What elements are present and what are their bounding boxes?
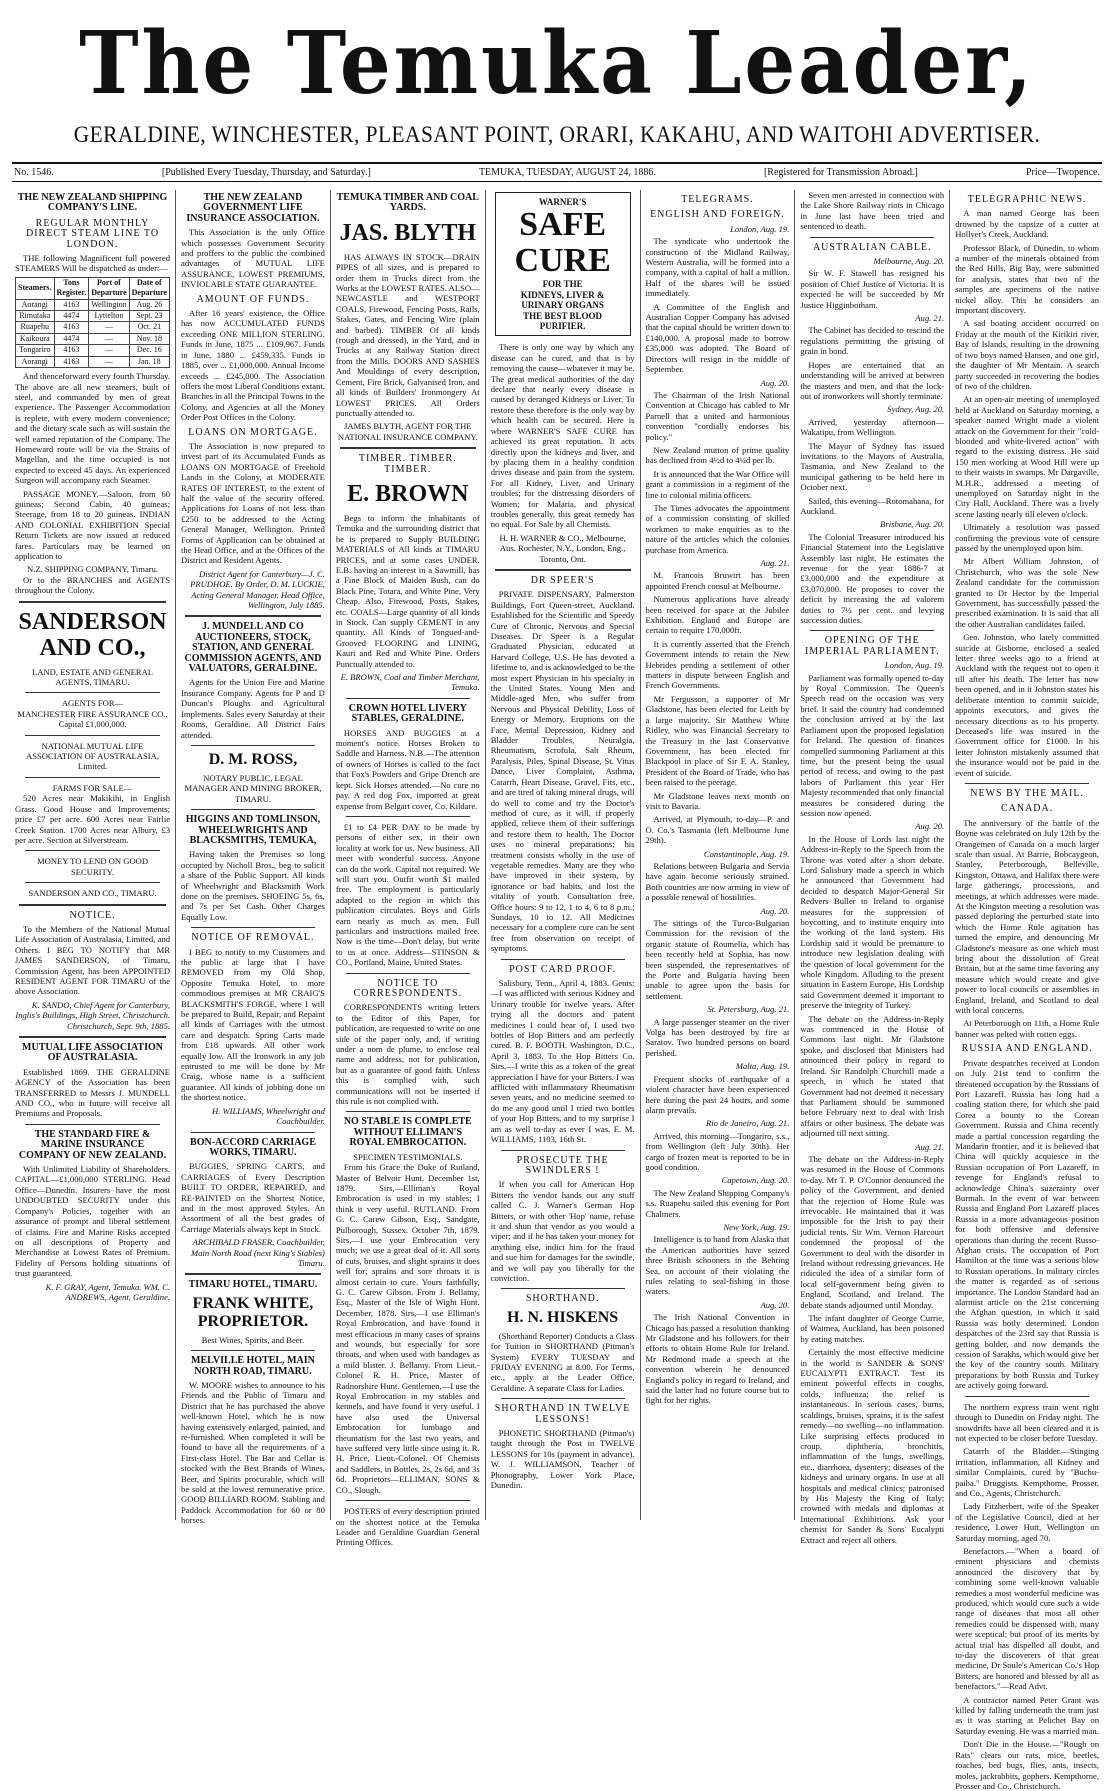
column-7	[950, 190, 1104, 1791]
brown-header: TIMBER. TIMBER. TIMBER.	[358, 453, 457, 475]
issue-number: No. 1546.	[14, 167, 54, 178]
divider	[191, 1132, 315, 1133]
divider	[25, 777, 160, 778]
divider	[25, 735, 160, 736]
table-cell: —	[89, 345, 129, 356]
news-paragraph: Certainly the most effective medicine in the world is SANDER & SONS' EUCALYPTI EXTRACT. Test its eminent powerful effects in coughs, colds, influenza; the relief is instantaneous. In serious cases, burns, scaldings, bruises, sprains, it is the safest remedy—no swelling—no inflammation. Like surprising effects produced in croup, diphtheria, bronchitis, inflammation of the lungs, swellings, etc., diarrhoea, dysentery; diseases of the kidneys and urinary organs. In use at all hospitals and medical clinics; patronised by His Majesty the King of Italy; crowned with medals and diplomas at International Exhibitions. Ask your chemist for Sander & Sons' Eucalypti Extract and reject all others.	[800, 1347, 945, 1545]
table-cell: Sept. 23	[129, 311, 169, 322]
divider	[501, 1150, 625, 1151]
national-agency: NATIONAL MUTUAL LIFE ASSOCIATION OF AUSTRALASIA, Limited.	[26, 740, 160, 772]
notice-signature: K. SANDO, Chief Agent for Canterbury, Inglis's Buildings, High Street, Christchurch. Christchurch, Sept. 9th, 1885.	[15, 999, 171, 1031]
news-paragraph: It is currently asserted that the French Government intends to retain the New Hebrides pending a settlement of other matters in dispute between English and French Governments.	[645, 638, 790, 691]
news-paragraph: Mr Gladstone leaves next month on visit to Bavaria.	[645, 790, 790, 811]
price: Price—Twopence.	[1025, 167, 1100, 178]
news-paragraph: Benefactors.—"When a board of eminent physicians and chemists announced the discovery that by combining some well-known valuable remedies a most wonderful medicine was produced, which would cure such a wide range of diseases that most all other remedies could be dispensed with, many were sceptical; but proof of its merits by actual trial has dispelled all doubt, and to-day the discoverers of that great medicine, Dr Soule's American Co.'s Hop Bitters, are honored and blessed by all as benefactors."—Read Advt.	[955, 1545, 1100, 1692]
dateline-st-petersburg: St. Petersburg, Aug. 21.	[707, 1004, 790, 1015]
elliman-title: NO STABLE IS COMPLETE WITHOUT ELLIMAN'S ROYAL EMBROCATION.	[343, 1116, 472, 1149]
table-row	[16, 322, 170, 333]
table-row	[16, 345, 170, 356]
blyth-title: JAS. BLYTH	[339, 219, 477, 246]
agents-for: AGENTS FOR—	[61, 698, 124, 709]
loans-title: LOANS ON MORTGAGE.	[188, 426, 318, 438]
higgins-title: HIGGINS AND TOMLINSON, WHEELWRIGHTS AND BLACKSMITHS, TEMUKA,	[185, 814, 321, 846]
safe-cure-brand: WARNER'S	[538, 197, 587, 207]
dateline-aug20-parl: Aug. 20.	[915, 821, 945, 832]
news-paragraph: It is announced that the War Office will grant a commission in a regiment of the line to colonial militia officers.	[645, 468, 790, 500]
column-3	[331, 190, 486, 1548]
publishing-days: [Published Every Tuesday, Thursday, and Saturday.]	[161, 167, 371, 178]
safe-cure-body: There is only one way by which any disease can be cured, and that is by removing the cause—whatever it may be. The great medical authorities of the day declare that nearly every disease is caused by deranged Kidneys or Liver. To restore these therefore is the only way by which health can be secured. Here is where WARNER'S SAFE CURE has achieved its great reputation. It acts directly upon the kidneys and liver, and by placing them in a healthy condition drives disease and pain from the system. For all Kidney, Liver, and Urinary troubles; for the distressing disorders of Women; for Malaria, and physical troubles generally, this great remedy has no equal. For Sale by all Chemists.	[490, 342, 635, 530]
divider	[191, 809, 315, 810]
table-row	[16, 299, 170, 310]
sanderson-signature: SANDERSON AND CO., TIMARU.	[28, 888, 157, 899]
canada-title: CANADA.	[1000, 803, 1054, 815]
shipping-line: REGULAR MONTHLY DIRECT STEAM LINE TO LONDON.	[25, 217, 160, 250]
column-6	[795, 190, 950, 1545]
govt-insurance-body: This Association is the only Office which possesses Government Security and proffers to the public the combined advantages of MUTUAL LIFE ASSURANCE, LOWEST PREMIUMS, INVIOLABLE STATE GUARANTEE.	[181, 227, 325, 290]
news-paragraph: Relations between Bulgaria and Servia have again become seriously strained. Both countries are now arming in view of a possible renewal of hostilities.	[645, 860, 790, 903]
timaru-hotel-owner: FRANK WHITE, PROPRIETOR.	[192, 1294, 314, 1330]
ross-title: D. M. ROSS,	[208, 750, 298, 768]
column-5	[641, 190, 796, 1520]
news-paragraph: The sittings of the Turco-Bulgarian Commission for the revision of the organic statute of Roumelia, which has been recently held at Sophia, has now been suspended, the representatives of the Porte and Bulgaria having been unable to agree upon the basis for settlement.	[645, 918, 790, 1001]
news-paragraph: The northern express train went right through to Dunedin on Friday night. The snowdrifts have all been cleared and it is not expected to be closer before Tuesday.	[955, 1401, 1100, 1443]
masthead	[0, 12, 1114, 148]
timaru-hotel-title: TIMARU HOTEL, TIMARU.	[188, 1279, 318, 1291]
manchester-agency: MANCHESTER FIRE ASSURANCE CO., Capital £1,000,000.	[17, 708, 168, 730]
bonaccord-signature: ARCHIBALD FRASER, Coachbuilder, Main North Road (next King's Stables) Timaru.	[191, 1237, 325, 1268]
safe-cure-signature: H. H. WARNER & CO., Melbourne, Aus. Rochester, N.Y., London, Eng., Toronto, Ont.	[499, 532, 626, 564]
pound-ad: £1 to £4 PER DAY to be made by persons of either sex, in their own locality at work for us. New business. All meet with wonderful success. Anyone can do the work. Capital not required. We will start you. Outfit worth $1 mailed free. The employment is particularly adapted to the region in which this publication circulates. Boys and Girls earn nearly as much as men. Full particulars and instructions mailed free. Now is the time—Don't delay, but write to us at once. Address—STINSON & CO., Portland, Maine, United States.	[335, 821, 480, 968]
crown-title: CROWN HOTEL LIVERY STABLES, GERALDINE.	[348, 702, 467, 725]
proof-body: Salisbury, Tenn., April 4, 1883. Gents:—I was afflicted with serious Kidney and Urinary trouble for twelve years. After trying all the doctors and patent medicines I could hear of, I used two bottles of Hop Bitters and am perfectly cured. B. F. BOOTH. Washington, D.C., April 3, 1883. To the Hop Bitters Co. Sirs,—I write this as a token of the great appreciation I have for your Bitters. I was afflicted with inflammatory Rheumatism seven years, and no medicine seemed to do me any good until I tried two bottles of your Hop Bitters, and to my surprise I am as well to-day as ever I was. E. M. WILLIAMS, 1103, 16th St.	[490, 978, 635, 1145]
news-paragraph: Arrived, this morning—Tongariro, s.s., from Wellington (left July 30th). Her cargo of frozen meat is reported to be in good condition.	[645, 1130, 790, 1172]
divider	[191, 745, 315, 746]
news-paragraph: Lady Fitzherbert, wife of the Speaker of the Legislative Council, died at her residence, Lower Hutt, Wellington on Saturday morning, aged 70.	[955, 1501, 1100, 1543]
elliman-subtitle: SPECIMEN TESTIMONIALS.	[353, 1151, 463, 1162]
speer-body: PRIVATE DISPENSARY, Palmerston Buildings, Fort Queen-street, Auckland. Established for the Scientific and Speedy Cure of Chronic, Nervous and Special Diseases. Dr Speer is a Regular Graduated Physician, educated at Harvard College, U.S. He has devoted a lifetime to, and is acknowledged to be the most expert Physician in his specialty in the United States. Young Men and Middle-aged Men, who suffer from Nervous and Physical Debility, Loss of Energy or Memory, Eruptions on the Face, Mental Depression, Kidney and Bladder Troubles, Neuralgia, Rheumatism, Scrofula, Salt Rheum, Paralysis, Piles, Spinal Disease, St. Vitus Dance, Liver Complaint, Asthma, Catarrh, Heart Disease, Gravel, Fits, etc., and are tired of taking mineral drugs, will do well to come and try the Doctor's method of cure, as it will, if properly applied, relieve them of their sufferings and restore them to health. The Doctor uses no mineral preparations; his treatment consists wholly in the use of vegetable remedies. Many are they who have improved in their system, by ignorance or bad habits, and lost the vitality of youth. Consultation free. Office hours: 9 to 12, 1 to 4, 6 to 8 p.m.; Sundays, 10 to 12. All Medicines necessary for a complete cure can be sent free from observation on receipt of symptoms.	[490, 589, 635, 954]
news-paragraph: Seven men arrested in connection with the Lake Shore Railway riots in Chicago in June last have been tried and sentenced to death.	[800, 190, 945, 232]
mutual-title: MUTUAL LIFE ASSOCIATION OF AUSTRALASIA.	[22, 1042, 163, 1064]
news-paragraph: At Peterborough on 11th, a Home Rule banner was pelted with rotten eggs.	[955, 1018, 1100, 1039]
table-cell: Lyttelton	[89, 311, 129, 322]
loans-body: The Association is now prepared to invest part of its Accumulated Funds as LOANS ON MORTGAGE of Freehold Lands in the Colony, at MODERATE RATES OF INTEREST, to the extent of half the value of the security offered. Applications for Loans of not less than £250 to be addressed to the Acting General Manager, Wellington. Printed Forms of Application can be obtained at the Head Office, and at the Offices of the District and Resident Agents.	[181, 440, 325, 566]
news-paragraph: Frequent shocks of earthquake of a violent character have been experienced here during the past 24 hours, and some alarm prevails.	[645, 1073, 790, 1115]
brown-title: E. BROWN	[347, 480, 469, 507]
russia-title: RUSSIA AND ENGLAND.	[961, 1043, 1093, 1055]
news-paragraph: The Chairman of the Irish National Convention at Chicago has cabled to Mr Parnell that a united and harmonious convention "cordially endorses his policy."	[645, 389, 790, 442]
melville-title: MELVILLE HOTEL, MAIN NORTH ROAD, TIMARU.	[191, 1355, 315, 1377]
dateline-sydney: Sydney, Aug. 20.	[887, 404, 945, 415]
divider	[185, 1273, 321, 1275]
standard-title: THE STANDARD FIRE & MARINE INSURANCE COMPANY OF NEW ZEALAND.	[18, 1128, 167, 1161]
divider	[501, 1288, 625, 1289]
table-cell: Kaikoura	[16, 333, 55, 344]
funds-title: AMOUNT OF FUNDS.	[196, 293, 310, 305]
dateline-new-york: New York, Aug. 19.	[723, 1221, 790, 1232]
divider	[25, 850, 160, 851]
divider	[340, 447, 476, 449]
news-paragraph: The Cabinet has decided to rescind the regulations permitting the gristing of grain in bond.	[800, 325, 945, 357]
mundell-body: Agents for the Union Fire and Marine Insurance Company. Agents for P and D Duncan's Ploughs and Agricultural Implements. Sales every Saturday at their Rooms, Geraldine. All District Fairs attended.	[181, 677, 325, 740]
divider	[191, 1350, 315, 1351]
news-paragraph: Sailed, this evening—Rotomahana, for Auckland.	[800, 495, 945, 516]
news-paragraph: The Irish National Convention in Chicago has passed a resolution thanking Mr Gladstone and his followers for their efforts to obtain Home Rule for Ireland. Mr Redmond made a speech at the convention wherein he denounced England's policy in regard to Ireland, and said the latter had no future course but to fight for her rights.	[645, 1312, 790, 1406]
table-cell: —	[89, 333, 129, 344]
news-paragraph: The debate on the Address-in-Reply was resumed in the House of Commons to-day. Mr T. P. O'Connor denounced the policy of the Government, and denied that the rejection of Home Rule was irrevocable. He maintained that it was impossible for the Irish to pay their judicial rents. Sir Wm. Vernon Harcourt condemned the proposal of the Government to deal with the disorder in Ireland without redressing grievances. He ridiculed the idea of a similar form of local self-government being given to England, Scotland, and Ireland. The debate stands adjourned until Monday.	[800, 1153, 945, 1310]
news-paragraph: The anniversary of the battle of the Boyne was celebrated on July 12th by the Orangemen of Canada on a much larger scale than usual. At Barrie, Bobcaygeon, Stanley, Peterborough, Belleville, Kingston, Ottawa, and Halifax there were large gatherings, processions, and meetings, at which addresses were made. At the Kingston meeting a resolution was passed deploring the perturbed state into which the Home Rule agitation has turned the empire, and denouncing Mr Gladstone's measure as one which must bring about the dissolution of Great Britain, but at the same time favoring any measure which would create and give power to local councils or assemblies in England, Ireland, and Scotland to deal with local concerns.	[955, 817, 1100, 1016]
dateline-aug20: Aug. 20.	[760, 377, 790, 388]
bonaccord-title: BON-ACCORD CARRIAGE WORKS, TIMARU.	[190, 1136, 316, 1158]
shipping-intro: THE following Magnificent full powered STEAMERS Will be dispatched as under:—	[15, 253, 171, 274]
table-header: Tons Register.	[54, 277, 89, 299]
correspondents-title: NOTICE TO CORRESPONDENTS.	[353, 977, 463, 999]
sanderson-subtitle: LAND, ESTATE AND GENERAL AGENTS, TIMARU.	[32, 666, 154, 688]
dateline-aug20-b: Aug. 20.	[760, 905, 790, 916]
divider	[346, 1111, 470, 1112]
notice-title: NOTICE.	[69, 909, 116, 921]
news-paragraph: Intelligence is to hand from Alaska that the American authorities have seized three British schooners in the Behring Sea, on account of their violating the rules relating to seal-fishing in those waters.	[645, 1234, 790, 1297]
newspaper-subtitle: GERALDINE, WINCHESTER, PLEASANT POINT, ORARI, KAKAHU, AND WAITOHI ADVERTISER.	[73, 122, 1041, 147]
divider	[346, 973, 470, 974]
safe-cure-ad	[495, 192, 631, 336]
blyth-signature: JAMES BLYTH, AGENT FOR THE NATIONAL INSURANCE COMPANY.	[337, 421, 478, 442]
sailing-table	[15, 277, 170, 368]
shorthand-title: H. N. HISKENS	[507, 1308, 619, 1326]
divider	[346, 816, 470, 817]
blyth-body: HAS ALWAYS IN STOCK—DRAIN PIPES of all sizes, and is prepared to order them in Trucks direct from the Works at the LOWEST RATES. ALSO—NEWCASTLE and WESTPORT COALS, Firewood, Fencing Posts, Rails, Stakes, Gates, and Fencing Wire (plain and barbed). TIMBER Of all kinds (rough and dressed), in the Yard, and in Trucks at any Railway Station direct from the Mills. DOORS AND SASHES And Mouldings of every description, Cement, Fire Brick, Galvanised Iron, and all kinds of Builders' Ironmongery At LOWEST PRICES. All Orders punctually attended to.	[335, 251, 480, 418]
news-paragraph: Catarrh of the Bladder.—Stinging irritation, inflammation, all Kidney and similar Complaints, cured by "Buchu-paiba." Druggists. Kempthorne, Prosser, and Co., Agents, Christchurch.	[955, 1446, 1100, 1498]
dateline-london: London, Aug. 19.	[730, 223, 790, 234]
prosecute-title: PROSECUTE THE SWINDLERS !	[516, 1154, 609, 1176]
table-row	[16, 333, 170, 344]
table-cell: Ruapehu	[16, 322, 55, 333]
correspondents-body: CORRESPONDENTS writing letters to the Editor of this Paper, for publication, are requested to write on one side of the paper only, and, if writing under a nom de plume, to enclose real name and address, not for publication, but as a guarantee of good faith. Unless this is complied with, such communications will not be inserted if this rule is not complied with.	[335, 1002, 480, 1107]
shorthand-header: SHORTHAND.	[525, 1293, 600, 1305]
safe-cure-blood: THE BEST BLOOD PURIFIER.	[523, 310, 603, 332]
news-paragraph: Mr Albert William Johnston, of Christchurch, who was the sole New Zealand candidate for the commission granted to Dr Hector by the Imperial Government, has successfully passed the prescribed examination. It is said that all the other Australian candidates failed.	[955, 556, 1100, 629]
table-row	[16, 311, 170, 322]
lessons-title: SHORTHAND IN TWELVE LESSONS!	[494, 1403, 631, 1425]
dateline-capetown: Capetown, Aug. 20.	[721, 1175, 790, 1186]
dateline-malta: Malta, Aug. 19.	[735, 1061, 790, 1072]
divider	[25, 882, 160, 883]
table-cell: Aug. 26	[129, 299, 169, 310]
divider	[965, 1396, 1089, 1397]
news-paragraph: A sad boating accident occurred on Friday at the mouth of the Kirikiri river, Bay of Islands, resulting in the drowning of two boys named Hansen, and one girl, the daughter of Mr Mentain. A search party succeeded in recovering the bodies of two of the children.	[955, 318, 1100, 391]
table-header: Port of Departure	[89, 277, 129, 299]
australian-cable-title: AUSTRALIAN CABLE.	[812, 241, 932, 253]
higgins-body: Having taken the Premises so long occupied by Nicholl Bros., beg to solicit a share of the Public Support. All kinds of Wheelwright and Blacksmith Work done on the premises. SHOEING 5s, 6s, and 7s per Set Cash. Other Charges Equally Low.	[181, 849, 325, 922]
divider	[501, 1398, 625, 1399]
proof-title: POST CARD PROOF.	[509, 963, 617, 975]
news-paragraph: Numerous applications have already been received for space at the Jubilee Exhibition. England and Europe are certain to require 170,000ft.	[645, 594, 790, 636]
news-paragraph: A Committee of the English and Australian Copper Company has advised that the capital should be written down to £140,000. A proposal made to borrow £35,000 was adopted. The Board of Directors will resign in the middle of September.	[645, 301, 790, 375]
news-paragraph: In the House of Lords last night the Address-in-Reply to the Speech from the Throne was voted after a short debate. Lord Salisbury made a speech in which he announced that Government had decided to despatch Major-General Sir Redvers Buller to Ireland to organise measures for the suppression of boycotting, and to institute enquiry into the working of the land system. His Lordship said it would be premature to introduce new legislation dealing with the question of local government for the whole Kingdom. Alluding to the present situation in Eastern Europe, His Lordship said Government deemed it important to preserve the integrity of Turkey.	[800, 833, 945, 1011]
news-paragraph: A large passenger steamer on the river Volga has been destroyed by fire at Saratov. Two hundred persons on board perished.	[645, 1016, 790, 1058]
table-cell: Wellington	[89, 299, 129, 310]
shipping-company: N.Z. SHIPPING COMPANY, Timaru.	[26, 564, 159, 575]
telegraphic-news-title: TELEGRAPHIC NEWS.	[967, 194, 1087, 205]
mutual-body: Established 1869. THE GERALDINE AGENCY of the Association has been TRANSFERRED to Messrs J. MUNDELL AND CO., who in future will receive all Premiums and Proposals.	[15, 1066, 171, 1119]
column-2	[176, 190, 331, 1526]
table-row	[16, 356, 170, 367]
safe-cure-cure: CURE	[514, 242, 611, 280]
news-paragraph: The Times advocates the appointment of a commission consisting of skilled workmen to make enquiries as to the nature of the articles which the colonies purchase from America.	[645, 502, 790, 555]
columns	[10, 190, 1104, 1791]
dateline-aug21: Aug. 21.	[760, 558, 790, 568]
news-paragraph: Ultimately a resolution was passed confirming the previous vote of censure passed by the unemployed upon him.	[955, 522, 1100, 553]
govt-insurance-title: THE NEW ZEALAND GOVERNMENT LIFE INSURANCE ASSOCIATION.	[186, 192, 320, 224]
table-cell: Aorangi	[16, 356, 55, 367]
shipping-branches: Or to the BRANCHES and AGENTS throughout the Colony.	[15, 574, 171, 596]
divider	[346, 698, 470, 699]
funds-body: After 16 years' existence, the Office has now ACCUMULATED FUNDS exceeding ONE MILLION STERLING. Funds in June, 1875 ... £109,967. Funds in June, 1880 ... £459,335. Funds in 1885, over ... £1,000,000. Annual Income exceeds ... £245,000. The Association offers the most Liberal Conditions extant. Branches in all the Principal Towns in the Colony, and Agencies at all the Money Order Post Offices in the Colony.	[181, 308, 325, 423]
table-cell: Oct. 21	[129, 322, 169, 333]
removal-body: I BEG to notify to my Customers and the public at large that I have REMOVED from my Old Shop, Opposite Temuka Hotel, to more commodious premises at MR CRAIG'S BLACKSMITH'S FORGE, where I will be prepared to Build, Repair, and Repaint all kinds of Carriages with the utmost care and despatch. Spring Carts made from £18 upwards. All other work equally low. All the Ironwork in any job entrusted to me will be done by Mr Craig, whose name is a sufficient guarantee. All kinds of jobbing done on the shortest notice.	[181, 946, 325, 1103]
news-paragraph: The infant daughter of George Currie, of Waimea, Auckland, has been poisoned by eating matches.	[800, 1313, 945, 1344]
blyth-header: TEMUKA TIMBER AND COAL YARDS.	[336, 192, 479, 214]
parliament-title: OPENING OF THE IMPERIAL PARLIAMENT.	[804, 635, 940, 657]
dateline-rio: Rio de Janeiro, Aug. 21.	[706, 1118, 790, 1129]
speer-title: DR SPEER'S	[530, 574, 595, 586]
lessons-body: PHONETIC SHORTHAND (Pitman's) taught through the Post in TWELVE LESSONS for 10s (payment in advance). W. J. WILLIAMSON, Teacher of Phonography, Lower York Place, Dunedin.	[490, 1428, 635, 1491]
safe-cure-word: SAFE	[519, 206, 607, 244]
shipping-body: And thenceforward every fourth Thursday. The above are all new steamers, built of steel, and commanded by men of great experience. The Passenger Accommodation is replete, with every modern convenience; and the dietary scale such as will sustain the well earned reputation of the Company. The Homeward route will be via the Straits of Magellan, and the time occupied is not expected to exceed 45 days. An experienced Surgeon will accompany each Steamer.	[15, 371, 171, 486]
brown-body: Begs to inform the inhabitants of Temuka and the surrounding district that he is prepared to Supply BUILDING MATERIALS of All kinds at TIMARU PRICES, and at some cases UNDER. E.B. having an interest in a Sawmill, has a Fine Block of Maiden Bush, can do Black Pine, Totara, and White Pine, Very Cheap. Also, Firewood, Posts, Stakes, etc. COALS—Large quantity of all kinds in Stock. Can supply CEMENT in any quantity. All Kinds of Tongued-and-Grooved FLOORING and LINING, Kauri and Red and White Pine. Orders Punctually attended to.	[335, 512, 480, 669]
divider	[19, 601, 166, 603]
telegrams-subtitle: ENGLISH AND FOREIGN.	[650, 209, 785, 221]
news-paragraph: Geo. Johnston, who lately committed suicide at Gisborne, enclosed a sealed letter three weeks ago to a friend at Auckland with the request not to open it till after his death. The letter has now been opened, and in it Johnston states his deliberate intention to commit suicide, appoints executors, and gives the necessary directions as to his property. Deceased's life was insured in the Government office for £1000. In his letter Johnston mistakenly assumed that the insurance would not be paid in the event of suicide.	[955, 632, 1100, 778]
table-cell: 4163	[54, 322, 89, 333]
timaru-hotel-subtitle: Best Wines, Spirits, and Beer.	[201, 1334, 305, 1345]
table-header-row	[16, 277, 170, 299]
dateline-aug21-melb: Aug. 21.	[915, 313, 945, 324]
divider	[25, 1124, 160, 1125]
posters-ad: POSTERS of every description printed on the shortest notice at the Temuka Leader and Geraldine Guardian General Printing Offices.	[335, 1506, 480, 1548]
brown-signature: E. BROWN, Coal and Timber Merchant, Temuka.	[340, 672, 480, 693]
safe-cure-for: FOR THE	[542, 279, 583, 290]
notice-body: To the Members of the National Mutual Life Association of Australasia, Limited, and Others. I BEG TO NOTIFY that MR JAMES SANDERSON, of Timaru, Commission Agent, has been APPOINTED RESIDENT AGENT FOR TIMARU of the above Association.	[15, 923, 171, 997]
dateline-brisbane: Brisbane, Aug. 20.	[880, 519, 945, 530]
table-cell: —	[89, 356, 129, 367]
news-paragraph: Parliament was formally opened to-day by Royal Commission. The Queen's Speech read on the occasion was very brief. It said the country had condemned the conclusion arrived at by the last Parliament upon the proposed legislation for Ireland. The question of finances compelled summoning Parliament at this time, but the present being the usual period of recess, and owing to the past labors of Parliament this year Her Majesty recommended that only financial measures be considered during the session now opened.	[800, 672, 945, 818]
mundell-title: J. MUNDELL AND CO AUCTIONEERS, STOCK, STATION, AND GENERAL COMMISSION AGENTS, AND VALUATORS, GERALDINE.	[184, 621, 322, 675]
removal-title: NOTICE OF REMOVAL.	[191, 932, 315, 944]
table-cell: —	[89, 322, 129, 333]
news-by-mail-title: NEWS BY THE MAIL.	[970, 787, 1084, 799]
bonaccord-body: BUGGIES, SPRING CARTS, and CARRIAGES of Every Description BUILT TO ORDER, REPAIRED, and RE-PAINTED on the Shortest Notice, and in the most approved Styles. An Assortment of all the best grades of Carriage Materials always kept in Stock.	[181, 1161, 325, 1234]
news-paragraph: New Zealand mutton of prime quality has declined from 4½d to 4¼d per lb.	[645, 444, 790, 466]
money-to-lend: MONEY TO LEND ON GOOD SECURITY.	[36, 856, 149, 877]
news-paragraph: Don't Die in the House.—"Rough on Rats" clears out rats, mice, beetles, roaches, bed bugs, flies, ants, insects, moles, jackrabbits, gophers. Kempthorne, Prosser and Co., Christchurch.	[955, 1739, 1100, 1791]
news-paragraph: The debate on the Address-in-Reply was commenced in the House of Commons last night. Mr Gladstone spoke, and disclosed that Ministers had announced their policy in regard to Ireland. Sir Randolph Churchill made a speech, in which he stated that Government had not deemed it necessary that Parliament should be summoned before February next to deal with Irish affairs or other business. The debate was adjourned till next sitting.	[800, 1013, 945, 1139]
news-paragraph: Private despatches received at London on July 21st tend to confirm the threatened occupation by the Russians of Port Lazareff. Russia has long had a coaling station there, for which she paid Corea a bounty to the Corean Government. Russia and China recently made a partial concession regarding the Mandarin frontier, and it is believed that China will quickly acquiesce in the Russian occupation of Port Lazareff, in revenge for England's refusal to acknowledge China's suzerainty over Burmah. In the event of war between Russia and England Port Lazareff places Russia in a more advantageous position for both offensive and defensive operations than during the recent Russo-Afghan crisis. The occupation of Port Hamilton at the time was a serious blow to Russian operations. In military circles the matter is regarded as of serious importance. The London Standard had an alarmist article on the 21st concerning the Afghan question, in which it said Russia was hotly determined. London despatches of the 23rd say that Russia is getting bolder, and now demands the cession of Sarakhs, which would give her the key of the country south. Military preparations by both Russia and Turkey are actively going forward.	[955, 1057, 1100, 1391]
news-paragraph: The Mayor of Sydney has issued invitations to the Mayors of Australia, Tasmania, and New Zealand to the municipal gathering to be held here in October next.	[800, 440, 945, 493]
shipping-title: THE NEW ZEALAND SHIPPING COMPANY'S LINE.	[17, 192, 168, 214]
divider	[501, 959, 625, 960]
shipping-fares: PASSAGE MONEY.—Saloon, from 60 guineas; Second Cabin, 40 guineas; Steerage, from 18 to 20 guineas. INDIAN AND COLONIAL EXHIBITION Special Return Tickets are now issued at reduced fares. Particulars may be learned on application to	[15, 488, 171, 561]
dateline-aug20-c: Aug. 20.	[760, 1299, 790, 1310]
melville-body: W. MOORE wishes to announce to his Friends and the Public of Timaru and District that he has purchased the above well-known Hotel, which he is now having extensively enlarged, painted, and re-furnished. When completed it will be found to have all the requirements of a First-class Hotel. The Bar and Cellar is stocked with the Best Brands of Wines, Beer, and Spirits procurable, which will be sold at the lowest remunerative price. GOOD BILLIARD ROOM. Stabling and Paddock Accommodation for 60 or 80 horses.	[181, 1380, 325, 1526]
issue-date: TEMUKA, TUESDAY, AUGUST 24, 1886.	[478, 167, 656, 178]
dateline-aug21-parl: Aug. 21.	[915, 1141, 945, 1152]
crown-body: HORSES AND BUGGIES at a moment's notice. Horses Broken to Saddle and Harness. N.B.—The attention of owners of Horses is called to the fact that Fox's Powders and Gripe Drench are kept. Sick Horses attended.—No cure no pay. A red dog Fox, imported at great expense from Belgart cover, Co. Kildare.	[335, 727, 480, 811]
divider	[495, 569, 631, 571]
table-cell: Tongariro	[16, 345, 55, 356]
safe-cure-organs: KIDNEYS, LIVER & URINARY ORGANS	[520, 289, 605, 311]
table-cell: 4474	[54, 311, 89, 322]
table-header: Steamers.	[16, 277, 55, 299]
table-cell: 4474	[54, 333, 89, 344]
news-paragraph: Arrived, at Plymouth, to-day—P. and O. Co.'s Tasmania (left Melbourne June 29th).	[645, 814, 790, 846]
news-paragraph: Mr Fergusson, a supporter of Mr Gladstone, has been elected for Leith by a large majority. Sir Matthew White Ridley, who was Financial Secretary to the Treasury in the last Conservative Government, has been elected for Blackpool in place of Sir F. A. Stanley, President of the Board of Trade, who has been raised to the peerage.	[645, 693, 790, 788]
table-cell: Rimutaka	[16, 311, 55, 322]
table-cell: 4163	[54, 356, 89, 367]
standard-body: With Unlimited Liability of Shareholders. CAPITAL—£1,000,000 STERLING. Head Office—Dunedin. Insurers have the most UNDOUBTED SECURITY under this Company's Policies, together with an assurance of prompt and liberal settlement of claims. Fire and Marine Risks accepted on all descriptions of Property and Merchandise at Lowest Rates of Premium. Fidelity of Persons holding situations of trust guaranteed.	[15, 1164, 171, 1279]
news-paragraph: A man named George has been drowned by the capsize of a cutter at Hollyer's Creek, Auckland.	[955, 208, 1100, 240]
divider	[965, 783, 1089, 784]
farms-title: FARMS FOR SALE—	[52, 782, 133, 793]
table-cell: Jan. 18	[129, 356, 169, 367]
news-paragraph: Sir W. F. Stawell has resigned his position of Chief Justice of Victoria. It is expected he will be succeeded by Mr Justice Higginbotham.	[800, 268, 945, 310]
newspaper-title: The Temuka Leader,	[79, 13, 1035, 114]
table-cell: Aorangi	[16, 299, 55, 310]
prosecute-body: If when you call for American Hop Bitters the vendor hands out any stuff called C. J. Warner's German Hop Bitters, or with other 'Hop' name, refuse it and shun that vendor as you would a viper; and if he has taken your money for anything else, indict him for the fraud and sue him for damages for the swindle, and we will pay you liberally for the conviction.	[490, 1179, 635, 1283]
divider	[810, 630, 934, 631]
divider	[25, 692, 160, 693]
registration-note: [Registered for Transmission Abroad.]	[763, 167, 918, 178]
dateline-london-parl: London, Aug. 19.	[884, 660, 945, 671]
news-paragraph: Professor Black, of Dunedin, to whom a number of the minerals obtained from the Red Hills, Big Bay, were submitted for analysis, states that two of the samples are specimens of the native nickel alloy. This he considers an important discovery.	[955, 242, 1100, 316]
dateline-constantinople: Constantinople, Aug. 19.	[703, 848, 790, 859]
table-cell: 4163	[54, 299, 89, 310]
divider	[191, 927, 315, 928]
news-paragraph: Hopes are entertained that an understanding will be arrived at between the masters and men, and that the lock-out of ironworkers will shortly terminate.	[800, 359, 945, 401]
standard-signature: K. F. GRAY, Agent, Temuka. WM. C. ANDREWS, Agent, Geraldine.	[45, 1281, 171, 1302]
divider	[346, 1500, 470, 1501]
dateline	[12, 162, 1102, 182]
column-4	[486, 190, 641, 1520]
telegrams-title: TELEGRAMS.	[681, 194, 754, 205]
table-header: Date of Departure	[129, 277, 169, 299]
table-cell: Nov. 18	[129, 333, 169, 344]
news-paragraph: The syndicate who undertook the construction of the Midland Railway, Western Australia, will be formed into a company, with a capital of half a million. Half of the shares will be issued immediately.	[645, 236, 790, 299]
dateline-melbourne: Melbourne, Aug. 20.	[873, 256, 945, 267]
news-paragraph: The New Zealand Shipping Company's s.s. Ruapehu sailed this evening for Port Chalmers.	[645, 1187, 790, 1219]
sanderson-title: SANDERSON AND CO.,	[18, 608, 167, 661]
news-paragraph: The Colonial Treasurer introduced his Financial Statement into the Legislative Assembly last night. He estimates the revenue for the year 1886-7 at £3,000,000 and the expenditure at £3,070,000. He proposes to cover the deficit by increasing the ad valorem duties to 7½ per cent. and levying succession duties.	[800, 531, 945, 626]
farms-body: 520 Acres near Makikihi, in English Grass. Good House and Improvements; price £7 per acre. 600 Acres near Fairlie Creek Station. 1700 Acres near Albury, £3 per acre. Section at Silverstream.	[15, 793, 171, 845]
column-1	[10, 190, 176, 1520]
ross-subtitle: NOTARY PUBLIC, LEGAL MANAGER AND MINING BROKER, TIMARU.	[184, 772, 322, 804]
divider	[19, 1036, 166, 1038]
divider	[185, 615, 321, 617]
divider	[19, 904, 166, 906]
news-paragraph: At an open-air meeting of unemployed held at Auckland on Saturday morning, a speaker named Wright made a violent attack on the Government for their "cold-blooded and white-livered action" with regard to the existing distress. He said 150 men working at Wood Hill were up to their waists in swamps. Mr Dargaville, M.H.R., addressed a meeting of unemployed on Saturday night in the City Hall, Auckland. There was a lively scene lasting nearly till eleven o'clock.	[955, 394, 1100, 519]
news-paragraph: Arrived, yesterday afternoon—Wakatipu, from Wellington.	[800, 416, 945, 438]
table-cell: Dec. 16	[129, 345, 169, 356]
news-paragraph: M. Francois Bruwirt has been appointed French consul at Melbourne.	[645, 570, 790, 591]
removal-signature: H. WILLIAMS, Wheelwright and Coachbuilder.	[211, 1105, 325, 1127]
loans-signature: District Agent for Canterbury—J. C. PRUDHOE. By Order, D. M. LUCKIE, Acting General Manager. Head Office, Wellington, July 1885.	[190, 568, 325, 611]
elliman-body: From his Grace the Duke of Rutland, Master of Belvoir Hunt. December 1st, 1879. Sirs,—Elliman's Royal Embrocation is used in my stables; I think it very useful. RUTLAND. From G. C. Carew Gibson, Esq., Sandgate, Pulborough, Sussex. October 7th, 1879. Sirs,—I use your Embrocation very much; we use a great deal of it. All sorts of cuts, bruises, and slight sprains it does well for; sprains and sore throats it is almost certain to cure. Yours faithfully, G. C. Carew Gibson. From J. Bellamy, Esq., Master of the Isle of Wight Hunt. December, 1878. Sirs,—I use Elliman's Royal Embrocation, and have found it most efficacious in many cases of sprains and wounds, but especially for sore throats, and when used with bandages as a mild blister. J. Bellamy. From Lieut.-Colonel R. H. Price, Master of Radnorshire Hunt. Gentlemen,—I use the Royal Embrocation in my stables and kennels, and have found it very useful. I have also used the Universal Embrocation for lumbago and rheumatism for the last two years, and have suffered very little since using it. R. H. Price, Lieut.-Colonel. Of Chemists and Saddlers, in Bottles, 2s, 2s 6d, and 3s 6d. Proprietors—ELLIMAN, SONS & CO., Slough.	[335, 1162, 480, 1495]
table-cell: 4163	[54, 345, 89, 356]
news-paragraph: A contractor named Peter Grant was killed by falling underneath the tram just as it was starting at Pelichet Bay on Saturday evening. He was a married man.	[955, 1694, 1100, 1736]
divider	[810, 237, 934, 238]
shorthand-body: (Shorthand Reporter) Conducts a Class for Tuition in SHORTHAND (Pitman's System) EVERY TUESDAY and FRIDAY EVENING at 8.00. For Terms, etc., apply at the Leader Office, Geraldine. A separate Class for Ladies.	[490, 1330, 635, 1393]
